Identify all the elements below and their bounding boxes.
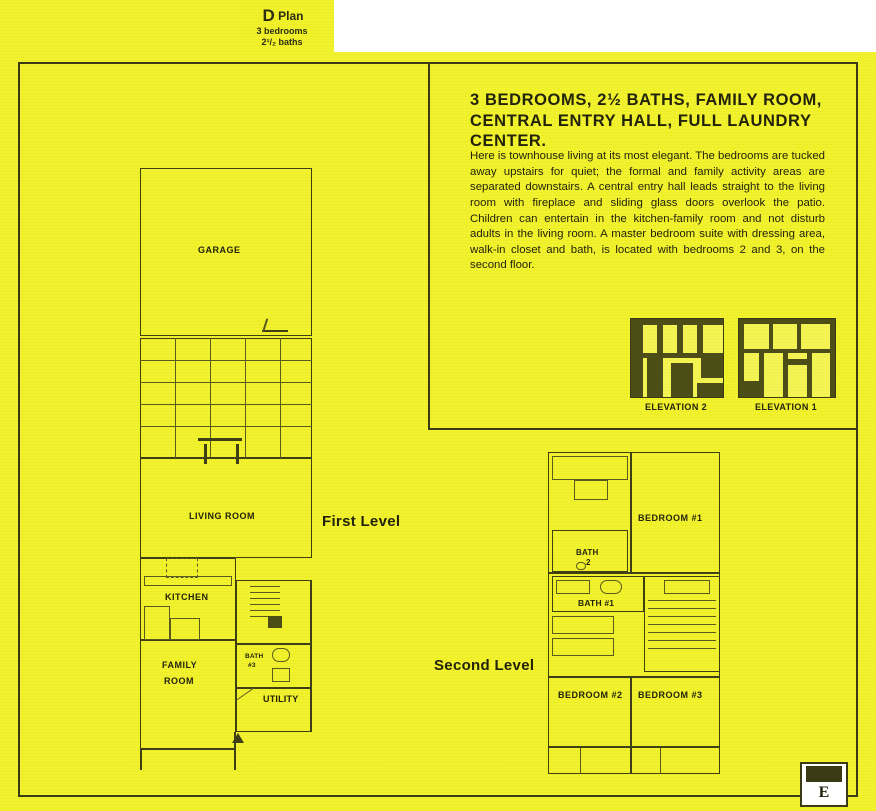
room-label-bedroom-1: BEDROOM #1 xyxy=(638,513,703,523)
room-label-bath-3-1: BATH xyxy=(245,653,264,660)
panel-body-copy: Here is townhouse living at its most elegant. The bedrooms are tucked away upstairs for quiet; the formal and family activity areas are separated downstairs. A central entry hall leads straight to the living room with fireplace and sliding glass doors overlook the patio. Children can entertain in the kitchen-family room and not disturb adults in the living room. A master bedroom suite with dressing area, walk-in closet and bath, is located with bedrooms 2 and 3, on the second floor. xyxy=(470,150,825,272)
kitchen-counter-dashed xyxy=(166,558,198,578)
first-level-title: First Level xyxy=(322,513,401,530)
plan-letter: D xyxy=(262,6,275,25)
room-label-family-room-1: FAMILY xyxy=(162,660,198,670)
closet-bedroom-1 xyxy=(552,456,628,480)
logo-letter: E xyxy=(818,784,830,801)
plan-bedrooms: 3 bedrooms xyxy=(256,26,308,36)
room-label-family-room-2: ROOM xyxy=(164,676,194,686)
room-label-kitchen: KITCHEN xyxy=(165,592,209,602)
living-room-outline xyxy=(140,458,312,558)
room-label-bath-2-2: 2 xyxy=(586,558,591,567)
plan-tab-subtitle xyxy=(236,26,328,49)
room-label-bath-2-1: BATH xyxy=(576,548,599,557)
elevation-2-label: ELEVATION 2 xyxy=(644,402,708,412)
plan-baths: 2¹/₂ baths xyxy=(261,37,303,48)
north-arrow-icon xyxy=(232,733,244,743)
elevation-2-drawing xyxy=(630,318,724,398)
crown-icon xyxy=(806,766,842,782)
room-label-bath-1: BATH #1 xyxy=(578,598,615,608)
garage-door-wall xyxy=(262,330,288,332)
stairs-outline xyxy=(236,580,312,644)
room-label-living-room: LIVING ROOM xyxy=(189,511,255,521)
room-label-bath-3-2: #3 xyxy=(248,662,256,669)
stair-landing-block xyxy=(268,616,282,628)
elevation-1-drawing xyxy=(738,318,836,398)
page-notch xyxy=(334,0,876,52)
panel-headline: 3 BEDROOMS, 2½ BATHS, FAMILY ROOM, CENTRAL ENTRY HALL, FULL LAUNDRY CENTER. xyxy=(470,91,822,151)
room-label-bedroom-2: BEDROOM #2 xyxy=(558,690,623,700)
room-label-utility: UTILITY xyxy=(263,694,299,704)
room-label-bedroom-3: BEDROOM #3 xyxy=(638,690,703,700)
plan-tab-title xyxy=(240,6,326,26)
elevation-1-label: ELEVATION 1 xyxy=(754,402,818,412)
second-level-title: Second Level xyxy=(434,657,535,674)
plan-word: Plan xyxy=(278,9,304,23)
room-label-garage: GARAGE xyxy=(198,245,241,255)
entry-threshold xyxy=(198,438,242,441)
family-room-outline xyxy=(140,640,236,750)
